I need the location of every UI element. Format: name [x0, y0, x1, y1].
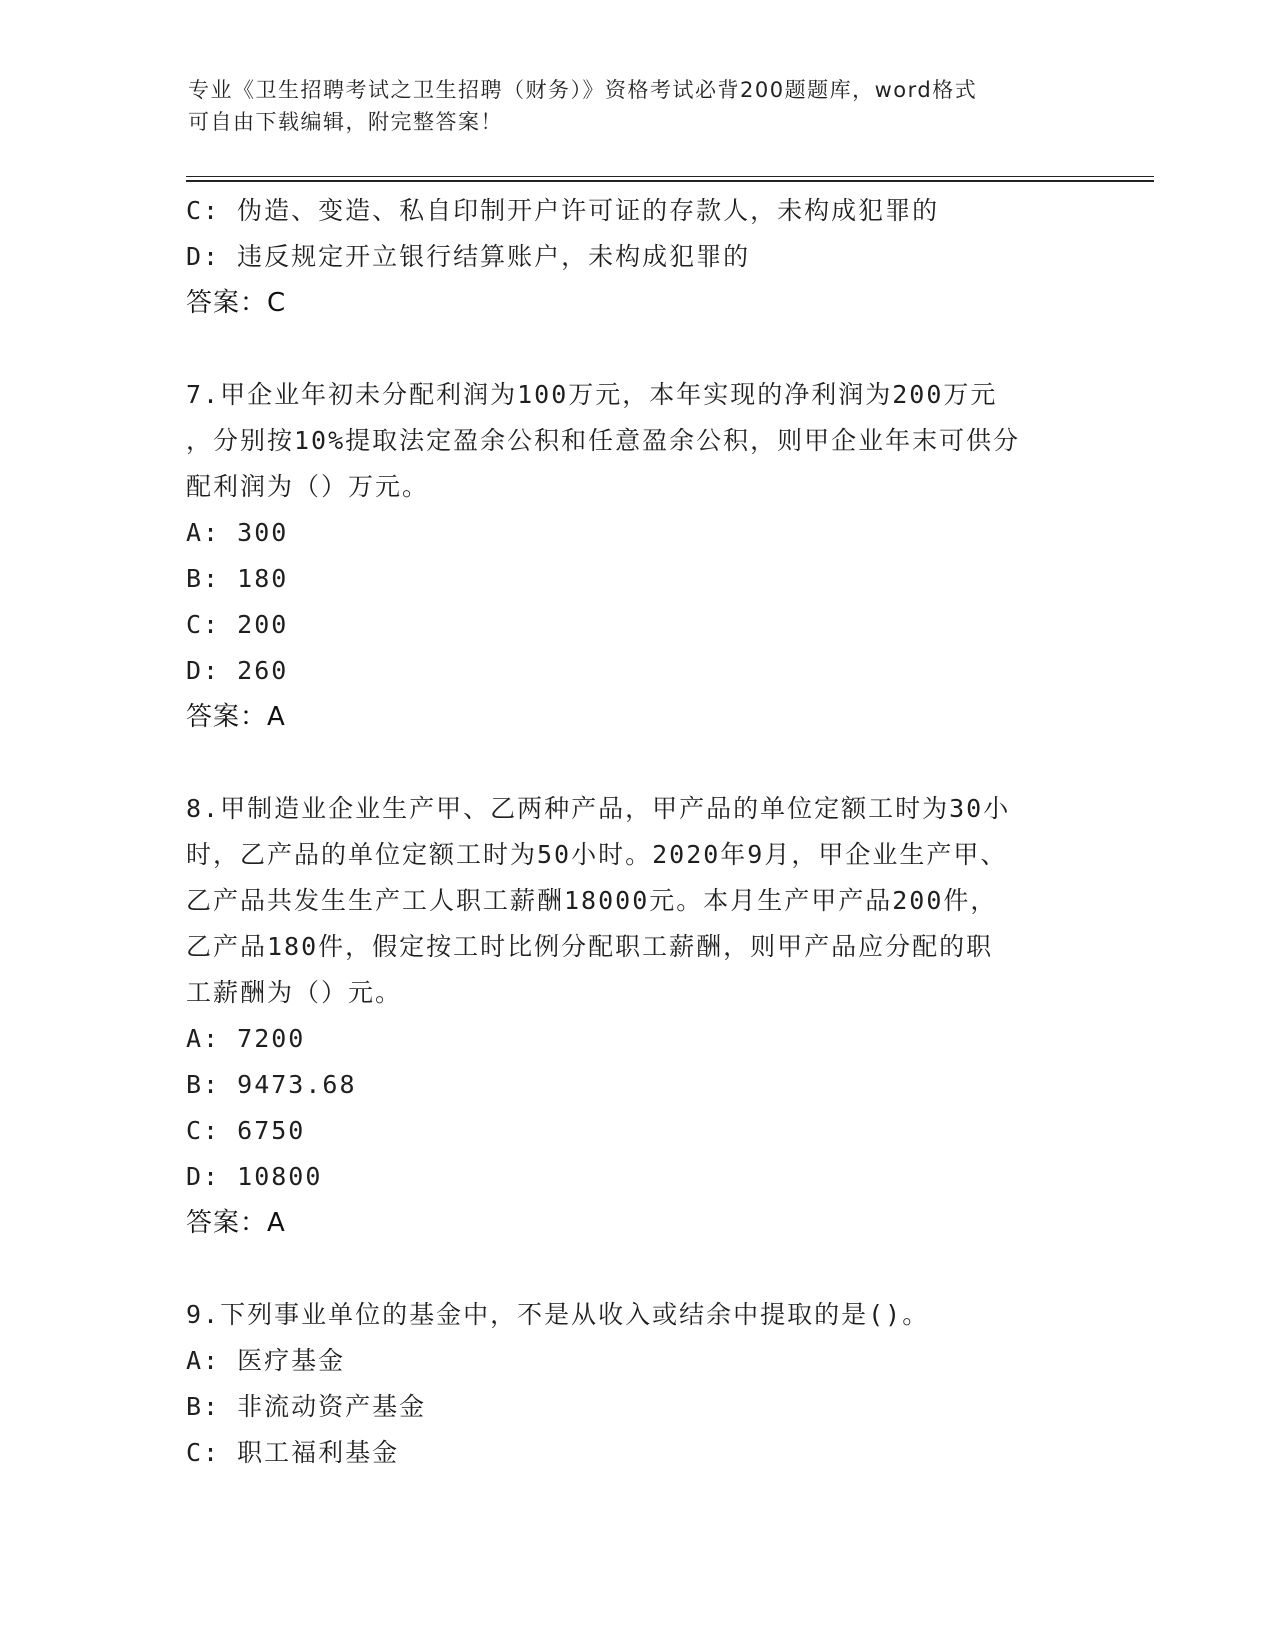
answer-label: 答案：A — [186, 702, 286, 732]
answer-label: 答案：C — [186, 288, 287, 318]
question-stem-line: 乙产品共发生生产工人职工薪酬18000元。本月生产甲产品200件， — [186, 886, 998, 915]
question-stem-line: 时，乙产品的单位定额工时为50小时。2020年9月，甲企业生产甲、 — [186, 840, 1008, 869]
question-spacer — [186, 326, 1086, 372]
option-c: C: 6750 — [186, 1116, 306, 1145]
question-stem-line: 8.甲制造业企业生产甲、乙两种产品，甲产品的单位定额工时为30小 — [186, 794, 1011, 823]
question-list — [186, 188, 1086, 1476]
option-a: A: 7200 — [186, 1024, 306, 1053]
option-d: D: 10800 — [186, 1162, 323, 1191]
question-spacer — [186, 1246, 1086, 1292]
option-a: A: 医疗基金 — [186, 1346, 346, 1375]
option-c: C: 伪造、变造、私自印制开户许可证的存款人，未构成犯罪的 — [186, 196, 940, 225]
option-d: D: 260 — [186, 656, 289, 685]
option-a: A: 300 — [186, 518, 289, 547]
question-stem-line: 9.下列事业单位的基金中，不是从收入或结余中提取的是()。 — [186, 1300, 930, 1329]
option-c: C: 200 — [186, 610, 289, 639]
header-divider — [186, 176, 1154, 182]
option-b: B: 9473.68 — [186, 1070, 357, 1099]
answer-label: 答案：A — [186, 1208, 286, 1238]
question-stem-line: 7.甲企业年初未分配利润为100万元，本年实现的净利润为200万元 — [186, 380, 998, 409]
document-header — [188, 74, 1068, 138]
option-b: B: 180 — [186, 564, 289, 593]
header-title-line-1: 专业《卫生招聘考试之卫生招聘（财务）》资格考试必背200题题库，word格式 — [188, 78, 978, 102]
question-7 — [186, 372, 1086, 740]
question-stem-line: 工薪酬为（）元。 — [186, 978, 403, 1007]
question-9 — [186, 1292, 1086, 1476]
question-stem-line: 乙产品180件，假定按工时比例分配职工薪酬，则甲产品应分配的职 — [186, 932, 994, 961]
option-b: B: 非流动资产基金 — [186, 1392, 427, 1421]
header-title-line-2: 可自由下载编辑，附完整答案！ — [188, 110, 503, 134]
question-stem-line: 配利润为（）万元。 — [186, 472, 430, 501]
option-d: D: 违反规定开立银行结算账户，未构成犯罪的 — [186, 242, 751, 271]
question-spacer — [186, 740, 1086, 786]
option-c: C: 职工福利基金 — [186, 1438, 400, 1467]
question-6-continued — [186, 188, 1086, 326]
question-stem-line: ，分别按10%提取法定盈余公积和任意盈余公积，则甲企业年末可供分 — [186, 426, 1021, 455]
question-8 — [186, 786, 1086, 1246]
